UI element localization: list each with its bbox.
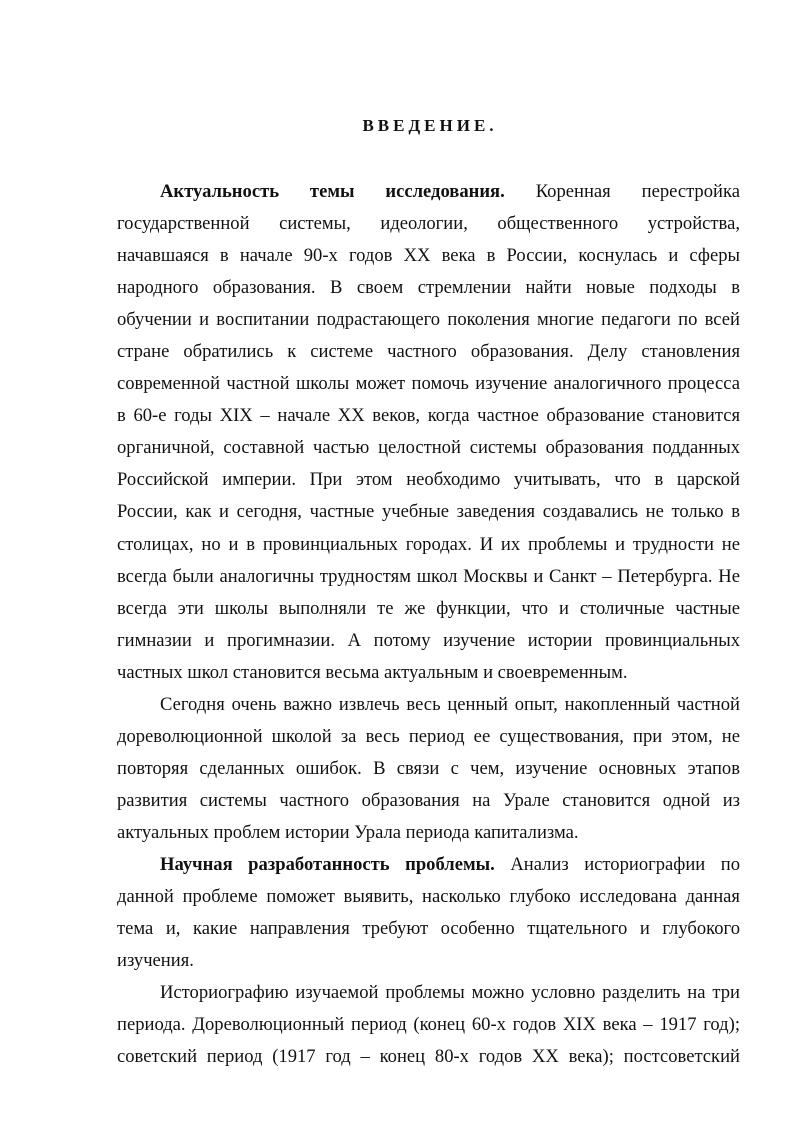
text-line: частных школ становится весьма актуальным и своевременным. xyxy=(117,661,628,683)
text-line: органичной, составной частью целостной системы образования подданных xyxy=(117,437,740,459)
text-line: столицах, но и в провинциальных городах. И их проблемы и трудности не xyxy=(117,533,740,555)
text-line: государственной системы, идеологии, общественного устройства, xyxy=(117,213,740,235)
text-line: актуальных проблем истории Урала периода капитализма. xyxy=(117,821,579,843)
text-line: гимназии и прогимназии. А потому изучение истории провинциальных xyxy=(117,629,740,651)
text-line: народного образования. В своем стремлении найти новые подходы в xyxy=(117,277,740,299)
text-line: стране обратились к системе частного образования. Делу становления xyxy=(117,341,740,363)
paragraph xyxy=(117,977,740,1073)
text-line: Российской империи. При этом необходимо учитывать, что в царской xyxy=(117,469,740,491)
text-line: тема и, какие направления требуют особенно тщательного и глубокого xyxy=(117,918,740,940)
text-line: советский период (1917 год – конец 80-х годов XX века); постсоветский xyxy=(117,1046,740,1068)
page-title: ВВЕДЕНИЕ. xyxy=(362,116,498,135)
paragraph-lead: Научная разработанность проблемы. xyxy=(160,853,495,875)
text-line: развития системы частного образования на Урале становится одной из xyxy=(117,789,740,811)
text-line: повторяя сделанных ошибок. В связи с чем, изучение основных этапов xyxy=(117,757,740,779)
paragraph-lead: Актуальность темы исследования. xyxy=(160,181,505,202)
paragraph xyxy=(117,689,740,849)
text-line: обучении и воспитании подрастающего поколения многие педагоги по всей xyxy=(117,309,740,331)
text-line: периода. Дореволюционный период (конец 60-х годов XIX века – 1917 год); xyxy=(117,1014,740,1036)
document-body xyxy=(117,176,740,1073)
text-line: Актуальность темы исследования. Коренная перестройка xyxy=(160,181,740,202)
text-line: начавшаяся в начале 90-х годов XX века в России, коснулась и сферы xyxy=(117,245,740,267)
text-line: Историографию изучаемой проблемы можно условно разделить на три xyxy=(160,982,740,1004)
text-line: в 60-е годы XIX – начале XX веков, когда частное образование становится xyxy=(117,405,740,427)
text-line: данной проблеме поможет выявить, насколько глубоко исследована данная xyxy=(117,886,740,908)
text-line: всегда были аналогичны трудностям школ Москвы и Санкт – Петербурга. Не xyxy=(117,565,740,587)
text-line: всегда эти школы выполняли те же функции, что и столичные частные xyxy=(117,597,740,619)
text-line: дореволюционной школой за весь период ее существования, при этом, не xyxy=(117,725,740,747)
text-line: Сегодня очень важно извлечь весь ценный опыт, накопленный частной xyxy=(160,693,740,715)
text-line: изучения. xyxy=(117,950,194,972)
text-line: России, как и сегодня, частные учебные заведения создавались не только в xyxy=(117,501,740,523)
text-line: современной частной школы может помочь изучение аналогичного процесса xyxy=(117,373,740,395)
paragraph xyxy=(117,176,740,689)
text-line: Научная разработанность проблемы. Анализ историографии по xyxy=(160,853,740,875)
paragraph xyxy=(117,849,740,977)
